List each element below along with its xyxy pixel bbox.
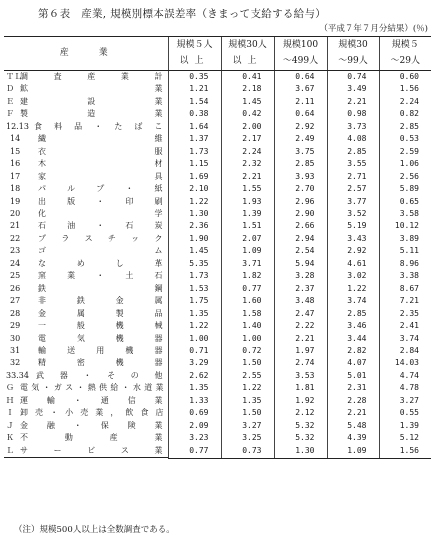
industry-code: 24 <box>10 258 21 268</box>
industry-cell <box>4 83 168 95</box>
industry-name: 出版・印刷 <box>38 196 164 206</box>
error-rate-value: 2.10 <box>168 183 221 195</box>
error-rate-value: 3.73 <box>327 121 379 133</box>
industry-cell <box>4 245 168 257</box>
error-rate-value: 0.65 <box>379 196 431 208</box>
industry-cell <box>4 183 168 195</box>
industry-name: 運輸・通信業 <box>20 395 164 405</box>
error-rate-value: 1.09 <box>221 245 274 257</box>
error-rate-value: 1.33 <box>168 395 221 407</box>
industry-name: 石油・石炭 <box>38 221 164 231</box>
error-rate-value: 0.73 <box>221 445 274 458</box>
header-industry: 産 業 <box>4 37 168 71</box>
error-rate-value: 0.71 <box>168 345 221 357</box>
industry-name: 化学 <box>38 208 164 218</box>
error-rate-value: 2.12 <box>274 407 327 419</box>
industry-name: 建設業 <box>20 96 164 106</box>
error-rate-value: 1.50 <box>221 357 274 369</box>
error-rate-value: 14.03 <box>379 357 431 369</box>
table-body <box>4 71 431 459</box>
error-rate-value: 1.93 <box>221 196 274 208</box>
industry-name: 武器・その他 <box>36 370 164 380</box>
footnote: （注）規模500人以上は全数調査である。 <box>14 525 175 535</box>
table-title: 第６表 産業, 規模別標本誤差率（きまって支給する給与） <box>38 8 327 20</box>
table-row <box>4 208 431 220</box>
table-row <box>4 133 431 145</box>
table-row <box>4 395 431 407</box>
industry-name: 調査産業計 <box>20 72 164 81</box>
error-rate-value: 2.21 <box>274 333 327 345</box>
error-rate-value: 3.23 <box>168 432 221 444</box>
error-rate-value: 0.60 <box>379 71 431 84</box>
error-rate-value: 1.92 <box>274 395 327 407</box>
error-rate-value: 3.27 <box>379 395 431 407</box>
error-rate-value: 1.54 <box>168 96 221 108</box>
error-rate-value: 2.71 <box>327 171 379 183</box>
error-rate-value: 2.21 <box>327 96 379 108</box>
industry-cell <box>4 220 168 232</box>
industry-cell <box>4 270 168 282</box>
error-rate-value: 2.90 <box>274 208 327 220</box>
industry-name: 木材 <box>38 159 164 169</box>
industry-name: 卸売・小売業，飲食店 <box>20 408 164 418</box>
industry-code: 31 <box>10 345 21 355</box>
error-rate-value: 1.73 <box>168 146 221 158</box>
error-rate-value: 0.38 <box>168 108 221 120</box>
industry-cell <box>4 308 168 320</box>
table-row <box>4 308 431 320</box>
error-rate-value: 2.94 <box>274 233 327 245</box>
industry-code: Ｊ <box>6 420 14 430</box>
error-rate-value: 2.35 <box>379 308 431 320</box>
industry-code: Ｄ <box>6 84 14 94</box>
error-rate-value: 1.30 <box>168 208 221 220</box>
table-row <box>4 83 431 95</box>
industry-cell <box>4 146 168 158</box>
industry-code: Ｋ <box>6 433 14 443</box>
error-rate-value: 0.77 <box>221 283 274 295</box>
error-rate-value: 8.96 <box>379 258 431 270</box>
error-rate-value: 5.19 <box>327 220 379 232</box>
industry-code: 27 <box>10 296 21 306</box>
error-rate-value: 2.49 <box>274 133 327 145</box>
error-rate-value: 0.41 <box>221 71 274 84</box>
error-rate-value: 2.24 <box>379 96 431 108</box>
industry-cell <box>4 171 168 183</box>
error-rate-value: 1.21 <box>168 83 221 95</box>
industry-cell <box>4 108 168 120</box>
error-rate-value: 2.70 <box>274 183 327 195</box>
table-row <box>4 196 431 208</box>
industry-cell <box>4 382 168 394</box>
error-rate-value: 3.93 <box>274 171 327 183</box>
table-row <box>4 258 431 270</box>
error-rate-value: 3.38 <box>379 270 431 282</box>
error-rate-value: 1.39 <box>221 208 274 220</box>
industry-name: サービス業 <box>20 445 164 455</box>
table-row <box>4 295 431 307</box>
industry-code: 21 <box>10 221 21 231</box>
error-rate-value: 1.97 <box>274 345 327 357</box>
industry-code: 20 <box>10 208 21 218</box>
error-rate-value: 2.17 <box>221 133 274 145</box>
error-rate-value: 2.18 <box>221 83 274 95</box>
industry-name: プラスチック <box>38 233 164 243</box>
industry-cell <box>4 196 168 208</box>
error-rate-value: 5.01 <box>327 370 379 382</box>
error-rate-value: 1.40 <box>221 320 274 332</box>
industry-name: 輸送用機器 <box>38 345 164 355</box>
error-rate-value: 1.45 <box>168 245 221 257</box>
industry-name: 金属製品 <box>38 308 164 318</box>
industry-name: 衣服 <box>38 146 164 156</box>
industry-cell <box>4 208 168 220</box>
error-rate-value: 4.39 <box>327 432 379 444</box>
error-rate-value: 2.28 <box>327 395 379 407</box>
industry-cell <box>4 420 168 432</box>
industry-cell <box>4 345 168 357</box>
table-row <box>4 71 431 84</box>
error-rate-value: 10.12 <box>379 220 431 232</box>
industry-name: 繊維 <box>38 134 164 144</box>
table-row <box>4 333 431 345</box>
error-rate-value: 2.32 <box>221 158 274 170</box>
error-rate-value: 3.48 <box>274 295 327 307</box>
industry-cell <box>4 158 168 170</box>
industry-name: 精密機器 <box>38 358 164 368</box>
error-rate-value: 2.85 <box>327 308 379 320</box>
industry-code: 19 <box>10 196 21 206</box>
error-rate-value: 1.55 <box>221 183 274 195</box>
error-rate-value: 2.41 <box>379 320 431 332</box>
error-rate-value: 5.11 <box>379 245 431 257</box>
error-rate-value: 5.89 <box>379 183 431 195</box>
industry-name: 鉄鋼 <box>38 283 164 293</box>
error-rate-value: 2.92 <box>327 245 379 257</box>
table-row <box>4 345 431 357</box>
error-rate-value: 1.81 <box>274 382 327 394</box>
header-size-30-99: 規模30 ～99人 <box>327 37 379 71</box>
error-rate-value: 2.96 <box>274 196 327 208</box>
industry-cell <box>4 395 168 407</box>
error-rate-value: 2.11 <box>274 96 327 108</box>
error-rate-value: 2.59 <box>379 146 431 158</box>
error-rate-value: 1.35 <box>221 395 274 407</box>
error-rate-value: 3.67 <box>274 83 327 95</box>
header-size-5-plus: 規模５人 以上 <box>168 37 221 71</box>
error-rate-value: 3.46 <box>327 320 379 332</box>
industry-name: 鉱業 <box>20 84 164 94</box>
industry-code: 15 <box>10 146 21 156</box>
error-rate-value: 2.56 <box>379 171 431 183</box>
error-rate-value: 2.85 <box>379 121 431 133</box>
error-rate-value: 3.29 <box>168 357 221 369</box>
error-rate-value: 1.35 <box>168 382 221 394</box>
error-rate-value: 4.61 <box>327 258 379 270</box>
error-rate-value: 1.22 <box>327 283 379 295</box>
industry-cell <box>4 333 168 345</box>
table-row <box>4 96 431 108</box>
error-rate-value: 1.56 <box>379 445 431 458</box>
error-rate-value: 1.56 <box>379 83 431 95</box>
error-rate-value: 2.62 <box>168 370 221 382</box>
header-size-100-499: 規模100 ～499人 <box>274 37 327 71</box>
error-rate-value: 2.24 <box>221 146 274 158</box>
table-row <box>4 420 431 432</box>
error-rate-value: 3.27 <box>221 420 274 432</box>
error-rate-value: 2.85 <box>274 158 327 170</box>
error-rate-value: 2.21 <box>221 171 274 183</box>
industry-code: Ｈ <box>6 395 14 405</box>
industry-name: 電気機器 <box>38 333 164 343</box>
error-rate-value: 1.64 <box>168 121 221 133</box>
error-rate-value: 1.15 <box>168 158 221 170</box>
error-rate-value: 2.82 <box>327 345 379 357</box>
industry-cell <box>4 445 168 458</box>
error-rate-value: 0.53 <box>379 133 431 145</box>
error-rate-value: 1.30 <box>274 445 327 458</box>
industry-cell <box>4 258 168 270</box>
error-rate-value: 4.74 <box>379 370 431 382</box>
error-rate-value: 3.43 <box>327 233 379 245</box>
error-rate-value: 2.84 <box>379 345 431 357</box>
error-rate-value: 0.42 <box>221 108 274 120</box>
table-row <box>4 270 431 282</box>
error-rate-value: 3.52 <box>327 208 379 220</box>
industry-name: 食料品・たばこ <box>34 121 164 131</box>
error-rate-table <box>4 36 431 459</box>
table-row <box>4 158 431 170</box>
table-row <box>4 220 431 232</box>
error-rate-value: 1.39 <box>379 420 431 432</box>
error-rate-value: 2.21 <box>327 407 379 419</box>
error-rate-value: 2.57 <box>327 183 379 195</box>
industry-code: ＴＬ <box>6 72 22 81</box>
error-rate-value: 7.21 <box>379 295 431 307</box>
error-rate-value: 3.53 <box>274 370 327 382</box>
error-rate-value: 1.22 <box>168 320 221 332</box>
error-rate-value: 1.22 <box>168 196 221 208</box>
table-row <box>4 108 431 120</box>
industry-code: 17 <box>10 171 21 181</box>
error-rate-value: 1.00 <box>168 333 221 345</box>
table-row <box>4 370 431 382</box>
error-rate-value: 3.71 <box>221 258 274 270</box>
unit-note: （平成７年７月分結果）(％) <box>319 24 428 34</box>
error-rate-value: 5.48 <box>327 420 379 432</box>
error-rate-value: 0.82 <box>379 108 431 120</box>
industry-cell <box>4 133 168 145</box>
error-rate-value: 1.73 <box>168 270 221 282</box>
error-rate-value: 5.12 <box>379 432 431 444</box>
error-rate-value: 4.78 <box>379 382 431 394</box>
error-rate-value: 2.47 <box>274 308 327 320</box>
error-rate-value: 2.54 <box>274 245 327 257</box>
industry-code: Ｅ <box>6 96 14 106</box>
industry-cell <box>4 71 168 83</box>
industry-cell <box>4 283 168 295</box>
error-rate-value: 3.75 <box>274 146 327 158</box>
industry-cell <box>4 295 168 307</box>
industry-name: 不動産業 <box>20 433 164 443</box>
error-rate-value: 2.37 <box>274 283 327 295</box>
error-rate-value: 3.49 <box>327 83 379 95</box>
error-rate-value: 0.77 <box>168 445 221 458</box>
industry-code: 14 <box>10 134 21 144</box>
industry-code: 30 <box>10 333 21 343</box>
industry-code: Ｉ <box>6 408 14 418</box>
error-rate-value: 1.45 <box>221 96 274 108</box>
industry-code: Ｌ <box>6 445 14 455</box>
industry-name: 家具 <box>38 171 164 181</box>
table-row <box>4 407 431 419</box>
table-row <box>4 146 431 158</box>
error-rate-value: 1.00 <box>221 333 274 345</box>
error-rate-value: 2.22 <box>274 320 327 332</box>
error-rate-value: 2.00 <box>221 121 274 133</box>
industry-code: 29 <box>10 321 21 331</box>
industry-code: 25 <box>10 271 21 281</box>
table-row <box>4 357 431 369</box>
table-row <box>4 432 431 444</box>
industry-name: 電気・ガス・熱供給・水道業 <box>20 383 164 393</box>
industry-cell <box>4 96 168 108</box>
table-row <box>4 382 431 394</box>
industry-cell <box>4 121 168 133</box>
table-row <box>4 171 431 183</box>
error-rate-value: 1.37 <box>168 133 221 145</box>
industry-cell <box>4 432 168 444</box>
industry-code: 22 <box>10 233 21 243</box>
error-rate-value: 4.07 <box>327 357 379 369</box>
industry-cell <box>4 407 168 419</box>
error-rate-value: 1.60 <box>221 295 274 307</box>
error-rate-value: 0.72 <box>221 345 274 357</box>
error-rate-value: 1.06 <box>379 158 431 170</box>
error-rate-value: 1.69 <box>168 171 221 183</box>
industry-code: 12.13 <box>6 121 29 131</box>
error-rate-value: 3.77 <box>327 196 379 208</box>
error-rate-value: 2.07 <box>221 233 274 245</box>
table-row <box>4 283 431 295</box>
error-rate-value: 3.02 <box>327 270 379 282</box>
error-rate-value: 0.74 <box>327 71 379 84</box>
error-rate-value: 3.44 <box>327 333 379 345</box>
error-rate-value: 2.31 <box>327 382 379 394</box>
error-rate-value: 3.55 <box>327 158 379 170</box>
industry-code: Ｇ <box>6 383 14 393</box>
error-rate-value: 5.32 <box>274 420 327 432</box>
error-rate-value: 0.55 <box>379 407 431 419</box>
error-rate-value: 2.55 <box>221 370 274 382</box>
error-rate-value: 0.35 <box>168 71 221 84</box>
error-rate-value: 1.22 <box>221 382 274 394</box>
table-row <box>4 320 431 332</box>
table-row <box>4 121 431 133</box>
error-rate-value: 0.64 <box>274 71 327 84</box>
error-rate-value: 5.35 <box>168 258 221 270</box>
error-rate-value: 0.98 <box>327 108 379 120</box>
error-rate-value: 2.09 <box>168 420 221 432</box>
error-rate-value: 2.36 <box>168 220 221 232</box>
industry-name: 一般機械 <box>38 321 164 331</box>
industry-cell <box>4 320 168 332</box>
industry-code: 33.34 <box>6 370 29 380</box>
industry-code: 26 <box>10 283 21 293</box>
error-rate-value: 3.74 <box>379 333 431 345</box>
error-rate-value: 2.92 <box>274 121 327 133</box>
error-rate-value: 3.58 <box>379 208 431 220</box>
industry-code: 28 <box>10 308 21 318</box>
header-size-5-29: 規模５ ～29人 <box>379 37 431 71</box>
error-rate-value: 1.53 <box>168 283 221 295</box>
industry-cell <box>4 370 168 382</box>
error-rate-value: 5.94 <box>274 258 327 270</box>
industry-code: Ｆ <box>6 109 14 119</box>
error-rate-value: 1.50 <box>221 407 274 419</box>
table-row <box>4 445 431 458</box>
table-row <box>4 183 431 195</box>
error-rate-value: 1.51 <box>221 220 274 232</box>
error-rate-value: 3.25 <box>221 432 274 444</box>
error-rate-value: 1.90 <box>168 233 221 245</box>
industry-code: 16 <box>10 159 21 169</box>
industry-cell <box>4 233 168 245</box>
header-row <box>4 37 431 71</box>
industry-name: 非鉄金属 <box>38 296 164 306</box>
industry-name: 製造業 <box>20 109 164 119</box>
error-rate-value: 8.67 <box>379 283 431 295</box>
error-rate-value: 1.09 <box>327 445 379 458</box>
error-rate-value: 0.69 <box>168 407 221 419</box>
industry-name: パルプ・紙 <box>38 184 164 194</box>
error-rate-value: 3.28 <box>274 270 327 282</box>
header-size-30-plus: 規模30人 以上 <box>221 37 274 71</box>
industry-name: なめし革 <box>38 258 164 268</box>
error-rate-value: 1.75 <box>168 295 221 307</box>
error-rate-value: 2.85 <box>327 146 379 158</box>
industry-name: 金融・保険業 <box>20 420 164 430</box>
error-rate-value: 1.35 <box>168 308 221 320</box>
table-row <box>4 233 431 245</box>
error-rate-value: 4.08 <box>327 133 379 145</box>
industry-cell <box>4 357 168 369</box>
error-rate-value: 3.74 <box>327 295 379 307</box>
error-rate-value: 2.74 <box>274 357 327 369</box>
error-rate-value: 1.58 <box>221 308 274 320</box>
industry-name: 窯業・土石 <box>38 271 164 281</box>
error-rate-value: 3.89 <box>379 233 431 245</box>
industry-code: 32 <box>10 358 21 368</box>
industry-name: ゴム <box>38 246 164 256</box>
table-row <box>4 245 431 257</box>
error-rate-value: 5.32 <box>274 432 327 444</box>
industry-code: 18 <box>10 184 21 194</box>
error-rate-value: 1.82 <box>221 270 274 282</box>
error-rate-value: 0.64 <box>274 108 327 120</box>
industry-code: 23 <box>10 246 21 256</box>
error-rate-value: 2.66 <box>274 220 327 232</box>
